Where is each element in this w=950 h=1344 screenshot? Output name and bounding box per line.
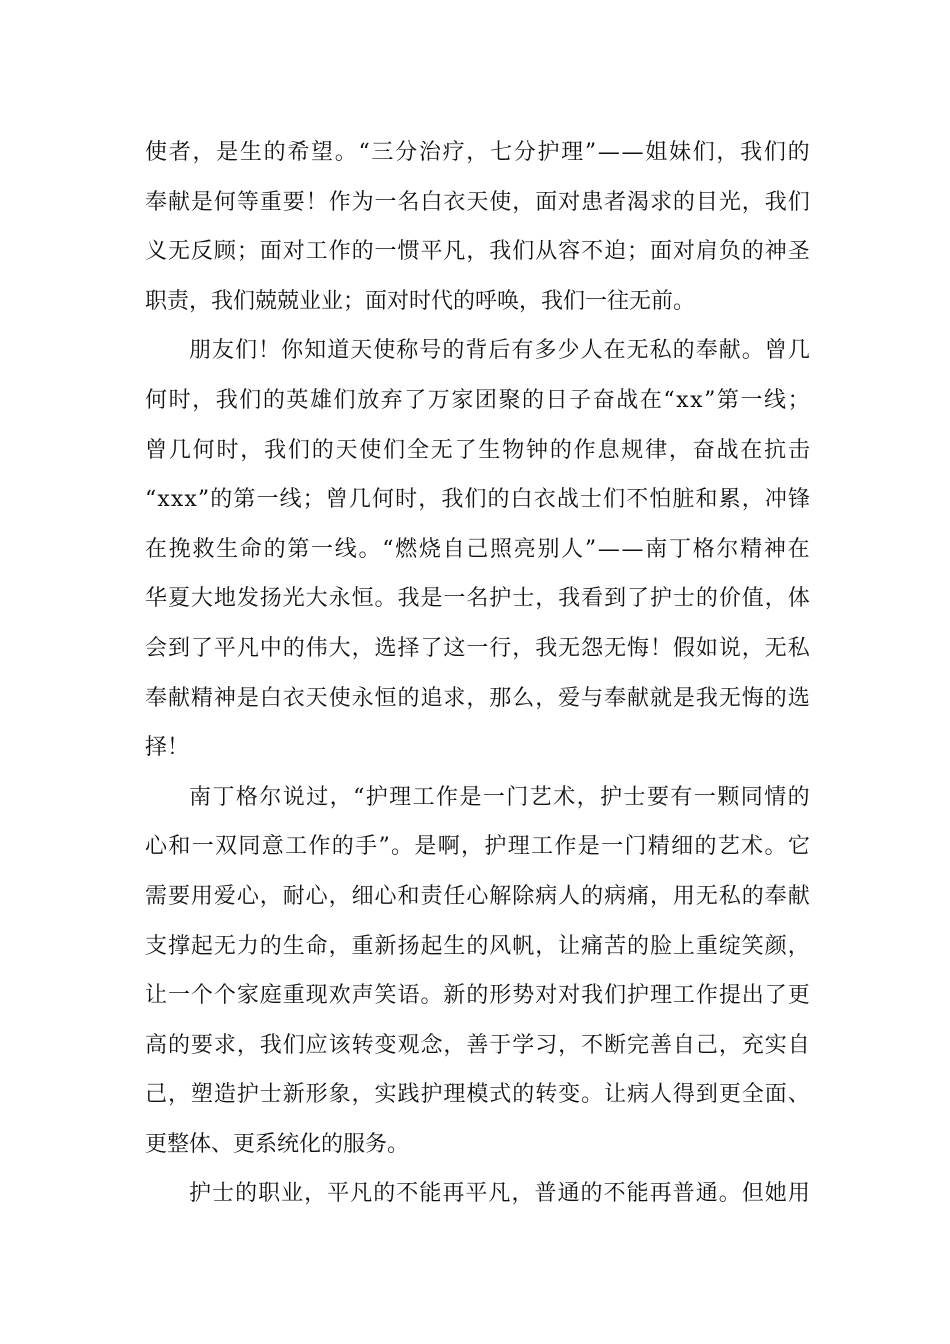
text-line: 南 丁 格 尔 说 过 ， “ 护 理 工 作 是 一 门 艺 术 ， 护 士 要 有 一 颗 同 情 的 [189, 784, 810, 810]
text-line: 护 士 的 职 业 ， 平 凡 的 不 能 再 平 凡 ， 普 通 的 不 能 再 普 通 。 但 她 用 [189, 1181, 810, 1207]
text-line: 奉 献 精 神 是 白 衣 天 使 永 恒 的 追 求 ， 那 么 ， 爱 与 奉 献 就 是 我 无 悔 的 选 [145, 685, 810, 711]
text-line: 择！ [145, 735, 190, 761]
text-line: 心 和 一 双 同 意 工 作 的 手 ” 。 是 啊 ， 护 理 工 作 是 一 门 精 细 的 艺 术 。 它 [145, 834, 810, 860]
text-line: 让 一 个 个 家 庭 重 现 欢 声 笑 语 。 新 的 形 势 对 对 我 们 护 理 工 作 提 出 了 更 [145, 983, 810, 1009]
text-line: 在 挽 救 生 命 的 第 一 线 。 “ 燃 烧 自 己 照 亮 别 人 ” — — 南 丁 格 尔 精 神 在 [145, 536, 810, 562]
text-line: 何 时 ， 我 们 的 英 雄 们 放 弃 了 万 家 团 聚 的 日 子 奋 战 在 “ x x ” 第 一 线 ； [145, 387, 810, 413]
text-line: 己 ， 塑 造 护 士 新 形 象 ， 实 践 护 理 模 式 的 转 变 。 让 病 人 得 到 更 全 面 、 [145, 1082, 810, 1108]
text-line: 朋 友 们 ！ 你 知 道 天 使 称 号 的 背 后 有 多 少 人 在 无 私 的 奉 献 。 曾 几 [189, 338, 810, 364]
document-body [145, 128, 810, 1219]
text-line: 会 到 了 平 凡 中 的 伟 大 ， 选 择 了 这 一 行 ， 我 无 怨 无 悔 ！ 假 如 说 ， 无 私 [145, 635, 810, 661]
text-line: 华 夏 大 地 发 扬 光 大 永 恒 。 我 是 一 名 护 士 ， 我 看 到 了 护 士 的 价 值 ， 体 [145, 586, 810, 612]
text-line: 曾 几 何 时 ， 我 们 的 天 使 们 全 无 了 生 物 钟 的 作 息 规 律 ， 奋 战 在 抗 击 [145, 437, 810, 463]
text-line: 职责，我们兢兢业业；面对时代的呼唤，我们一往无前。 [145, 288, 696, 314]
text-line: 奉 献 是 何 等 重 要 ！ 作 为 一 名 白 衣 天 使 ， 面 对 患 者 渴 求 的 目 光 ， 我 们 [145, 189, 810, 215]
text-line: 支 撑 起 无 力 的 生 命 ， 重 新 扬 起 生 的 风 帆 ， 让 痛 苦 的 脸 上 重 绽 笑 颜 ， [145, 933, 810, 959]
text-line: “ x x x ” 的 第 一 线 ； 曾 几 何 时 ， 我 们 的 白 衣 战 士 们 不 怕 脏 和 累 ， 冲 锋 [145, 487, 810, 513]
text-line: 义 无 反 顾 ； 面 对 工 作 的 一 惯 平 凡 ， 我 们 从 容 不 迫 ； 面 对 肩 负 的 神 圣 [145, 239, 810, 265]
text-line: 需 要 用 爱 心 ， 耐 心 ， 细 心 和 责 任 心 解 除 病 人 的 病 痛 ， 用 无 私 的 奉 献 [145, 883, 810, 909]
text-line: 更整体、更系统化的服务。 [145, 1131, 410, 1157]
text-line: 高 的 要 求 ， 我 们 应 该 转 变 观 念 ， 善 于 学 习 ， 不 断 完 善 自 己 ， 充 实 自 [145, 1032, 810, 1058]
text-line: 使 者 ， 是 生 的 希 望 。 “ 三 分 治 疗 ， 七 分 护 理 ” — — 姐 妹 们 ， 我 们 的 [145, 140, 810, 165]
